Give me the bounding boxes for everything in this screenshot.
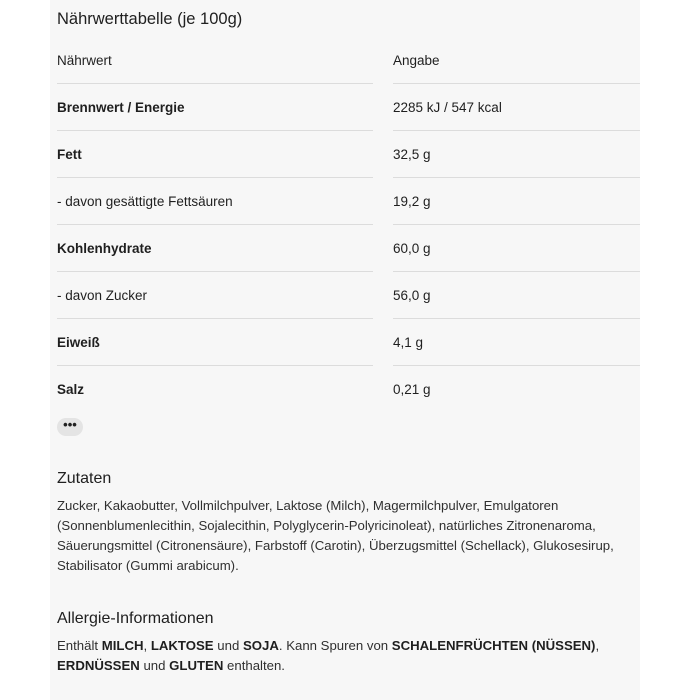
nutrition-panel [50,0,640,700]
allergy-text [57,636,642,676]
table-row [57,225,640,272]
allergen-name: MILCH [101,638,144,653]
allergy-text-segment: und [139,658,170,673]
ingredients-text [57,496,642,576]
nutrient-name: Brennwert / Energie [57,84,373,131]
more-button[interactable]: ••• [57,418,83,436]
column-header-nutrient: Nährwert [57,37,373,84]
allergy-text-segment: , [143,638,151,653]
nutrient-value: 0,21 g [393,381,431,397]
table-row [57,366,640,413]
ingredients-line: Zucker, Kakaobutter, Vollmilchpulver, Laktose (Milch), Magermilchpulver, Emulgatoren [57,498,559,513]
column-header-value: Angabe [393,37,640,84]
nutrient-name: - davon Zucker [57,272,373,319]
ingredients-title: Zutaten [57,470,112,487]
table-row [57,131,640,178]
allergy-text-segment: und [213,638,243,653]
allergy-line [57,636,642,656]
nutrient-value: 2285 kJ / 547 kcal [393,84,640,131]
allergy-text-segment: Enthält [57,638,102,653]
nutrient-value: 32,5 g [393,131,640,178]
allergy-title: Allergie-Informationen [57,610,214,627]
nutrient-name: Eiweiß [57,319,373,366]
table-row [57,272,640,319]
allergen-name: SOJA [242,638,279,653]
table-header-row [57,37,640,84]
ingredients-line: Stabilisator (Gummi arabicum). [57,558,239,573]
allergen-name: SCHALENFRÜCHTEN (NÜSSEN) [391,638,596,653]
page-title: Nährwerttabelle (je 100g) [57,10,243,28]
allergy-text-segment: . Kann Spuren von [278,638,392,653]
nutrient-name: - davon gesättigte Fettsäuren [57,178,373,225]
ingredients-line: (Sonnenblumenlecithin, Sojalecithin, Polyglycerin-Polyricinoleat), natürliches Zitronenaroma, [57,518,596,533]
allergy-text-segment: , [595,638,600,653]
allergen-name: ERDNÜSSEN [57,658,140,673]
nutrient-value: 19,2 g [393,178,640,225]
table-row [57,84,640,131]
nutrient-value: 56,0 g [393,272,640,319]
nutrient-value: 60,0 g [393,225,640,272]
allergy-text-segment: enthalten. [223,658,285,673]
nutrient-name: Fett [57,131,373,178]
ingredients-line: Säuerungsmittel (Citronensäure), Farbstoff (Carotin), Überzugsmittel (Schellack), Glukosesirup, [57,538,614,553]
allergen-name: LAKTOSE [150,638,214,653]
allergy-line [57,656,642,676]
table-row [57,319,640,366]
allergen-name: GLUTEN [169,658,224,673]
nutrient-value: 4,1 g [393,319,640,366]
nutrient-name: Kohlenhydrate [57,225,373,272]
table-row [57,178,640,225]
nutrient-name: Salz [57,381,85,397]
nutrition-table [57,37,640,412]
